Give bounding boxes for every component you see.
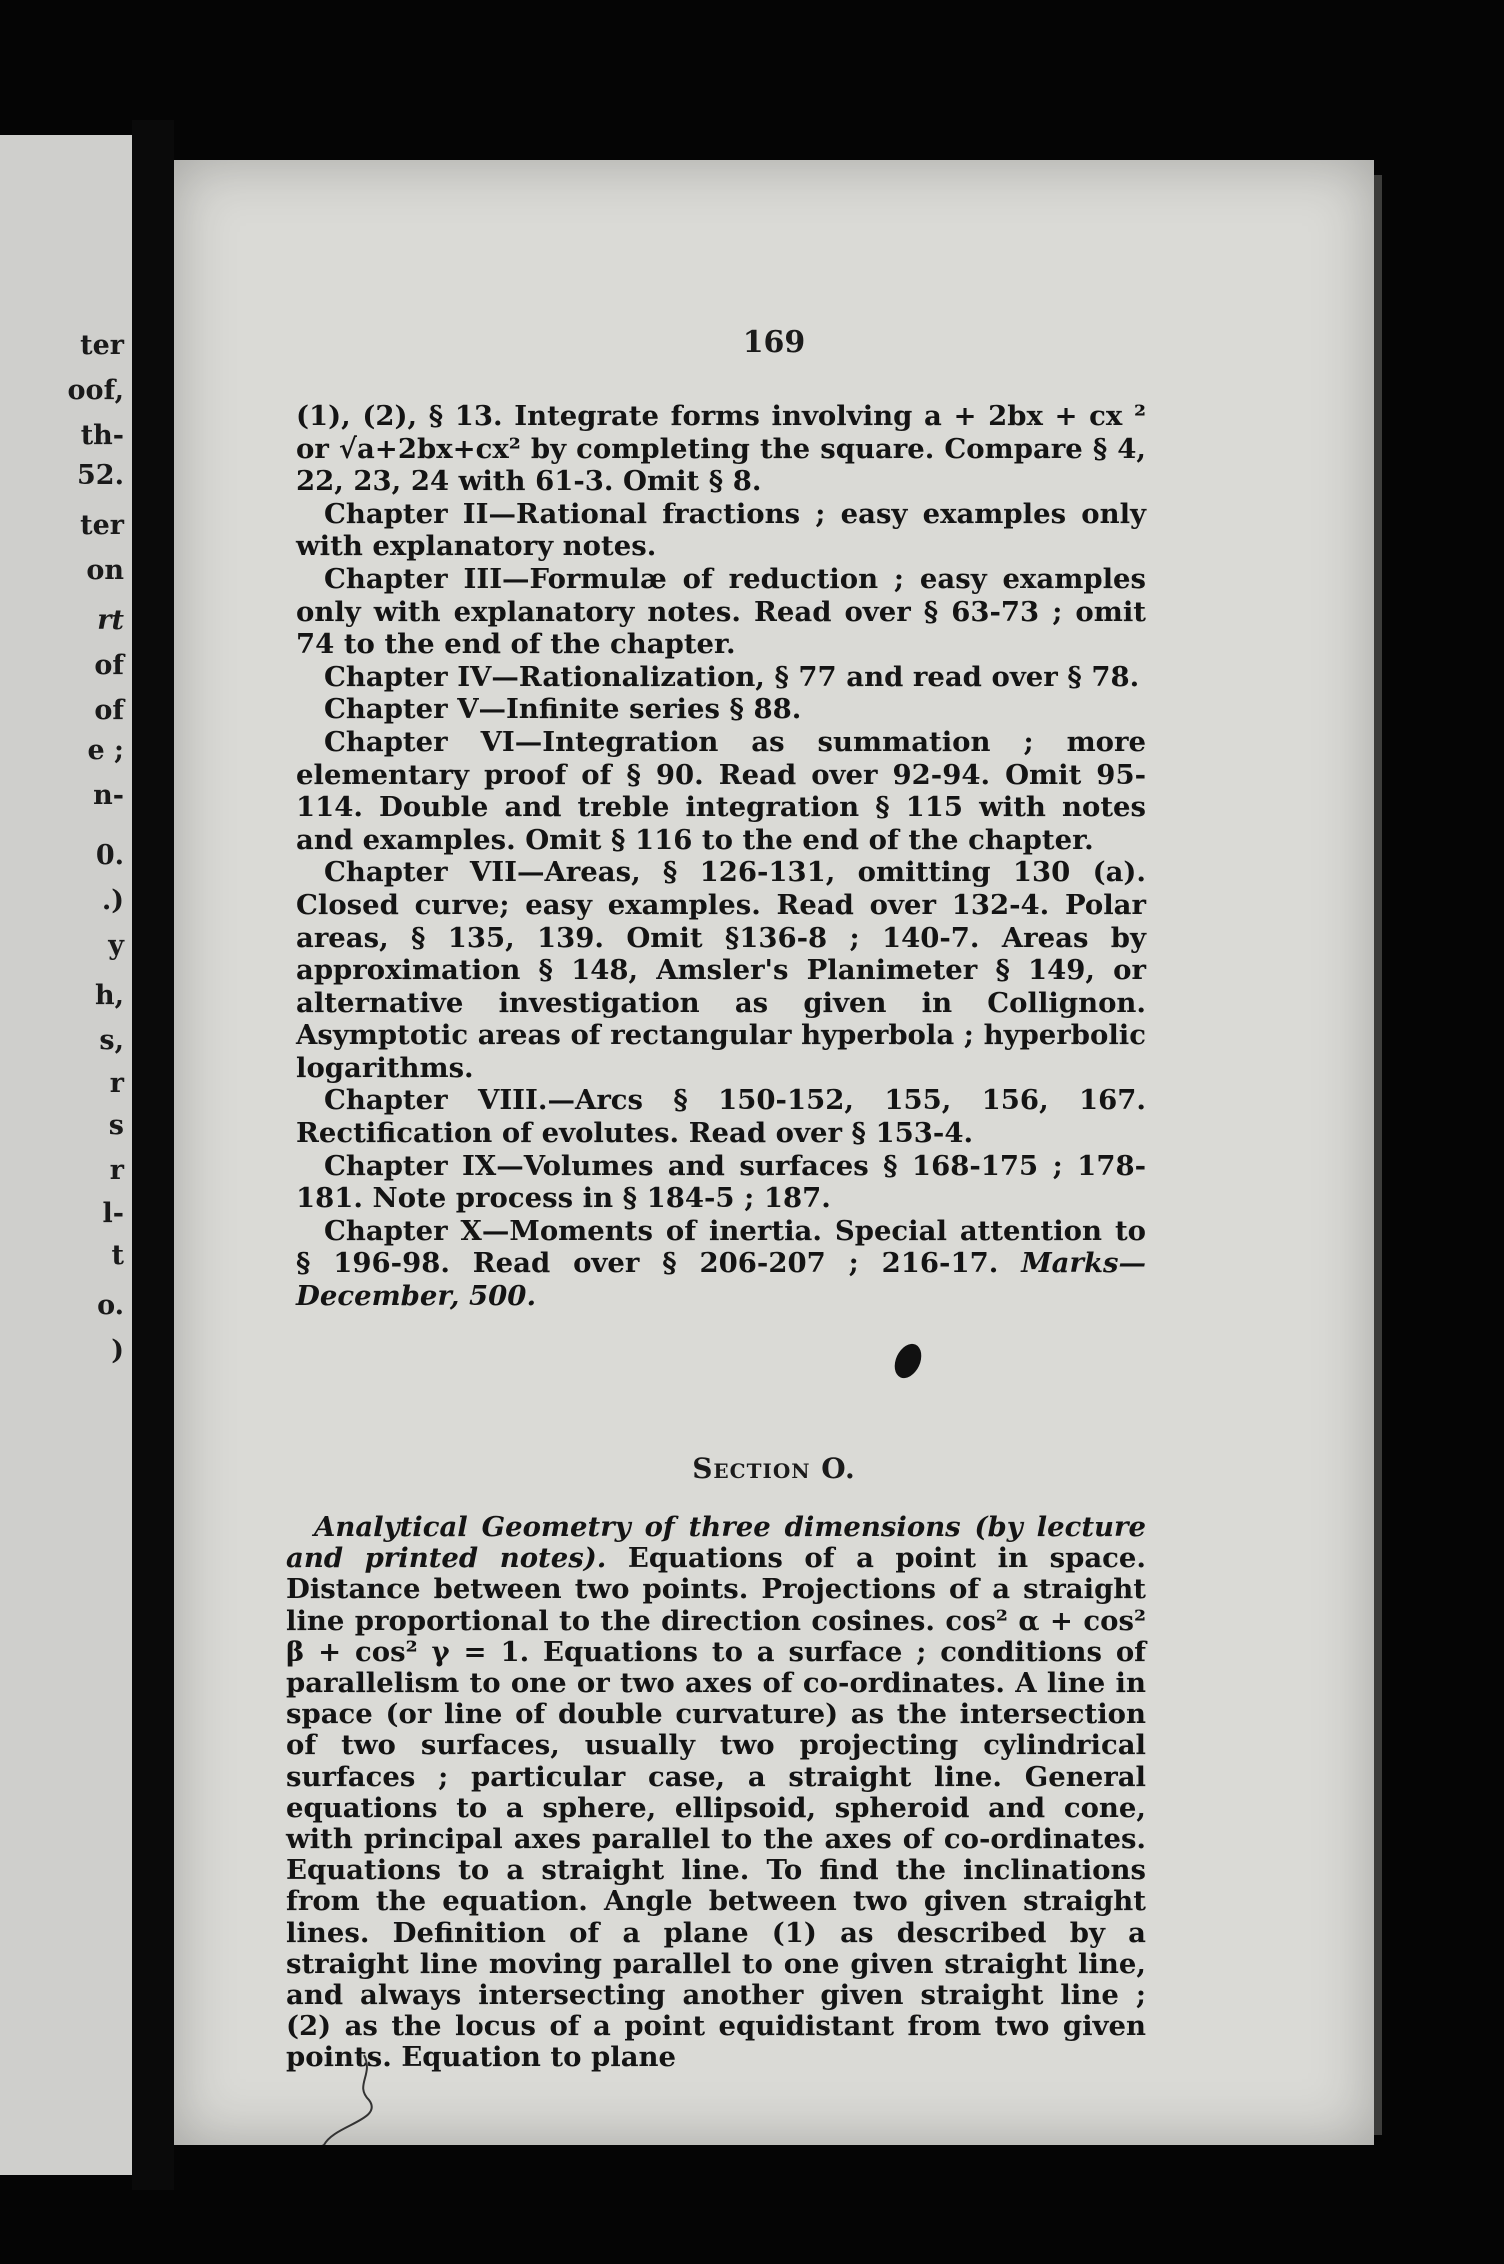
paragraph: Chapter VIII.—Arcs § 150-152, 155, 156, 167. Rectification of evolutes. Read over § 153-4.	[296, 1084, 1146, 1150]
pencil-scribble	[294, 2050, 414, 2145]
left-page-fragment-text: ter	[80, 510, 124, 541]
paragraph	[296, 1215, 1146, 1313]
paragraph: Chapter II—Rational fractions ; easy examples only with explanatory notes.	[296, 497, 1146, 563]
left-page-fragment-text: oof,	[67, 375, 124, 406]
left-page-fragment-text: e ;	[87, 735, 124, 766]
left-page-fragment-text: y	[108, 930, 124, 961]
paragraph-text: Chapter X—Moments of inertia. Special attention to § 196-98. Read over § 206-207 ; 216-17.	[296, 1214, 1146, 1280]
syllabus-text	[296, 400, 1146, 1313]
italic-lead: Analytical Geometry of three dimensions (by lecture and printed notes).	[286, 1511, 1146, 1575]
left-page-fragment-text: 0.	[95, 840, 124, 871]
left-page-fragment-text: s	[108, 1110, 124, 1141]
left-page-fragment-text: of	[94, 695, 124, 726]
left-page-fragment	[0, 135, 132, 2175]
page-number: 169	[742, 325, 806, 360]
left-page-fragment-text: o.	[97, 1290, 124, 1321]
book-gutter	[132, 120, 174, 2190]
marks-note: Marks—December, 500.	[296, 1247, 1146, 1313]
left-page-fragment-text: ter	[80, 330, 124, 361]
left-page-fragment-text: rt	[97, 605, 124, 636]
paragraph: Chapter V—Infinite series § 88.	[324, 693, 802, 726]
paragraph: Chapter VII—Areas, § 126-131, omitting 130 (a). Closed curve; easy examples. Read over 132-4. Polar areas, § 135, 139. Omit §136-8 ; 140-7. Areas by approximation § 148, Amsler's Planimeter § 149, or alternative investigation as given in Collignon. Asymptotic areas of rectangular hyperbola ; hyperbolic logarithms.	[296, 856, 1146, 1084]
paragraph: Chapter VI—Integration as summation ; more elementary proof of § 90. Read over 92-94. Omit 95-114. Double and treble integration § 115 with notes and examples. Omit § 116 to the end of the chapter.	[296, 725, 1146, 856]
paragraph: Chapter IV—Rationalization, § 77 and read over § 78.	[324, 660, 1140, 693]
paragraph-text: Equations of a point in space. Distance between two points. Projections of a straight line proportional to the direction cosines. cos² α + cos² β + cos² γ = 1. Equations to a surface ; conditions of parallelism to one or two axes of co-ordinates. A line in space (or line of double curvature) as the intersection of two surfaces, usually two projecting cylindrical surfaces ; particular case, a straight line. General equations to a sphere, ellipsoid, spheroid and cone, with principal axes parallel to the axes of co-ordinates. Equations to a straight line. To find the inclinations from the equation. Angle between two given straight lines. Definition of a plane (1) as described by a straight line moving parallel to one given straight line, and always intersecting another given straight line ; (2) as the locus of a point equidistant from two given points. Equation to plane	[286, 1542, 1146, 2074]
left-page-fragment-text: th-	[80, 420, 124, 451]
ink-blot	[890, 1340, 927, 1383]
left-page-fragment-text: )	[111, 1335, 124, 1366]
left-page-fragment-text: h,	[94, 980, 124, 1011]
left-page-fragment-text: l-	[102, 1198, 124, 1229]
left-page-fragment-text: t	[111, 1240, 124, 1271]
page-edge	[1374, 175, 1382, 2135]
paragraph: Chapter III—Formulæ of reduction ; easy examples only with explanatory notes. Read over § 63-73 ; omit 74 to the end of the chapter.	[296, 562, 1146, 661]
paragraph: (1), (2), § 13. Integrate forms involving a + 2bx + cx ² or √a+2bx+cx² by completing the square. Compare § 4, 22, 23, 24 with 61-3. Omit § 8.	[296, 400, 1146, 498]
book-page	[174, 160, 1374, 2145]
paragraph: Chapter IX—Volumes and surfaces § 168-175 ; 178-181. Note process in § 184-5 ; 187.	[296, 1149, 1146, 1215]
left-page-fragment-text: of	[94, 650, 124, 681]
left-page-fragment-text: r	[109, 1068, 124, 1099]
left-page-fragment-text: r	[109, 1155, 124, 1186]
left-page-fragment-text: s,	[99, 1025, 124, 1056]
paragraph	[286, 1512, 1146, 2074]
left-page-fragment-text: .)	[101, 885, 124, 916]
section-heading: Section O.	[692, 1452, 856, 1485]
left-page-fragment-text: 52.	[77, 460, 124, 491]
left-page-fragment-text: n-	[93, 780, 124, 811]
left-page-fragment-text: on	[86, 555, 124, 586]
section-text	[286, 1512, 1146, 2074]
